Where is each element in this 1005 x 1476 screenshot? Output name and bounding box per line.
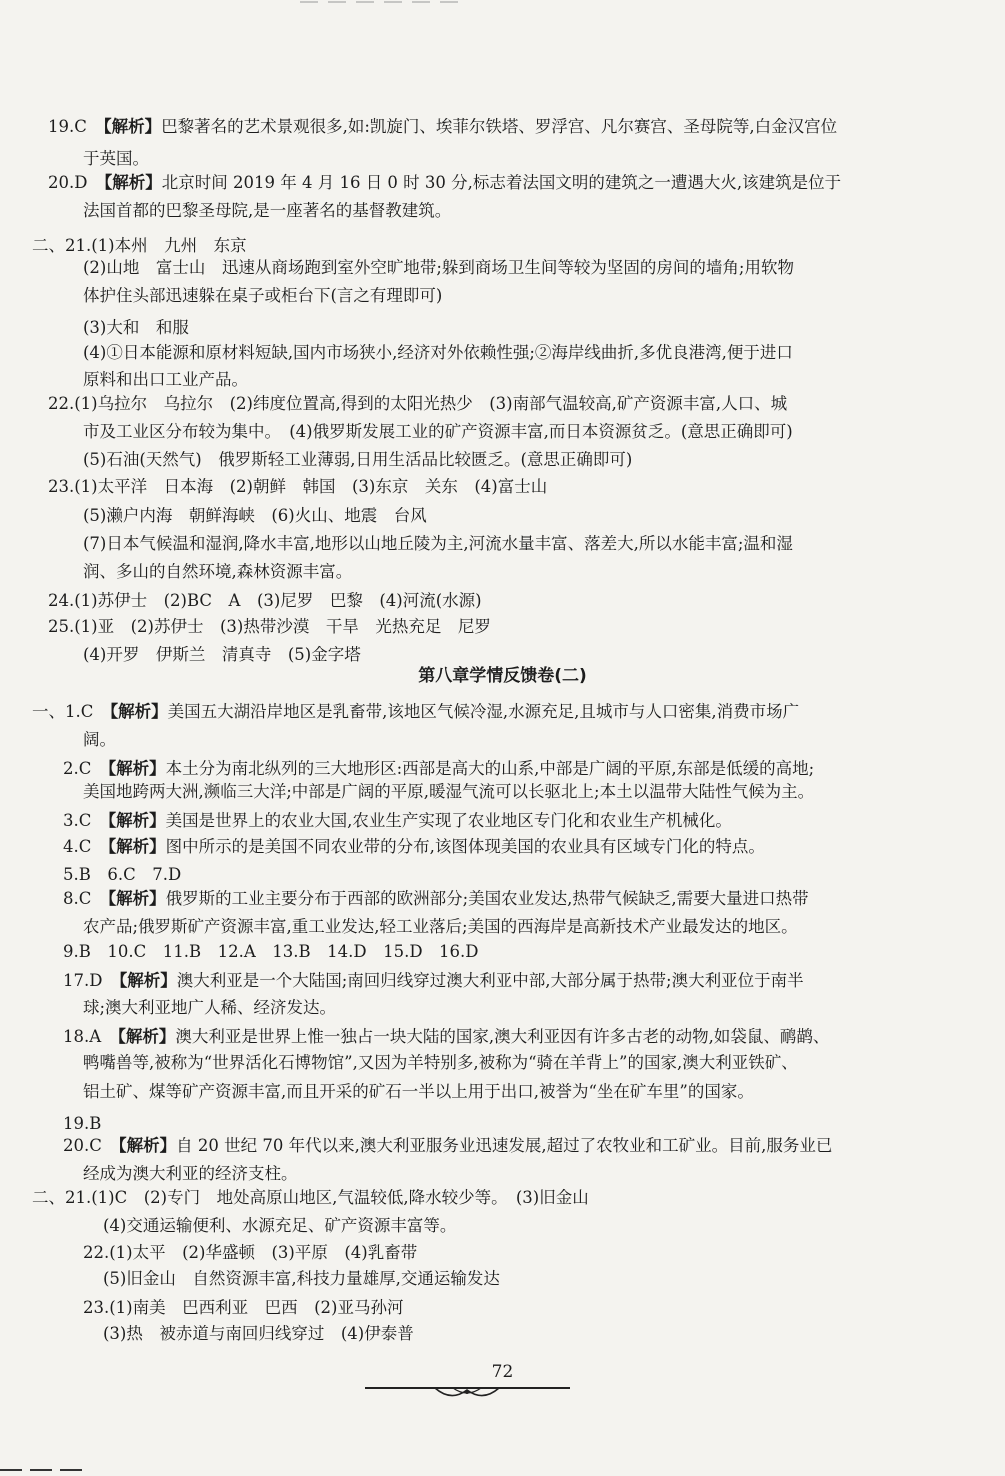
line-text: (5)濑户内海 朝鲜海峡 (6)火山、地震 台风 <box>83 506 427 525</box>
line-text: (5)旧金山 自然资源丰富,科技力量雄厚,交通运输发达 <box>103 1269 500 1288</box>
text-line <box>48 591 482 611</box>
line-text: 美国五大湖沿岸地区是乳畜带,该地区气候冷湿,水源充足,且城市与人口密集,消费市场广 <box>167 702 800 721</box>
text-line <box>83 258 794 278</box>
line-text: 俄罗斯的工业主要分布于西部的欧洲部分;美国农业发达,热带气候缺乏,需要大量进口热带 <box>165 889 809 908</box>
text-line <box>103 1216 456 1236</box>
question-number: 18.A <box>63 1027 118 1046</box>
text-line <box>63 1027 829 1047</box>
text-line <box>83 782 814 802</box>
question-number: 4.C <box>63 837 108 856</box>
analysis-tag: 【解析】 <box>107 811 166 830</box>
question-number: 20.D <box>48 173 104 192</box>
page-ornament <box>365 1380 570 1404</box>
text-line <box>83 1053 798 1073</box>
line-text: 法国首都的巴黎圣母院,是一座著名的基督教建筑。 <box>83 201 452 220</box>
text-line <box>83 1298 404 1318</box>
line-text: 澳大利亚是世界上惟一独占一块大陆的国家,澳大利亚因有许多古老的动物,如袋鼠、鸸鹋、 <box>175 1027 830 1046</box>
text-line <box>83 1243 417 1263</box>
line-text: 23.(1)太平洋 日本海 (2)朝鲜 韩国 (3)东京 关东 (4)富士山 <box>48 477 548 496</box>
text-line <box>63 811 732 831</box>
scan-artifact-bottom <box>0 1464 90 1474</box>
line-text: 二、21.(1)本州 九州 东京 <box>32 236 247 255</box>
line-text: 市及工业区分布较为集中。 (4)俄罗斯发展工业的矿产资源丰富,而日本资源贫乏。(意思正确即可) <box>83 422 793 441</box>
line-text: 澳大利亚是一个大陆国;南回归线穿过澳大利亚中部,大部分属于热带;澳大利亚位于南半 <box>176 971 804 990</box>
line-text: 于英国。 <box>83 149 149 168</box>
line-text: 润、多山的自然环境,森林资源丰富。 <box>83 562 353 581</box>
text-line <box>83 562 352 582</box>
analysis-tag: 【解析】 <box>118 971 177 990</box>
text-line <box>48 477 547 497</box>
analysis-tag: 【解析】 <box>118 1136 177 1155</box>
text-line <box>83 730 116 750</box>
scan-artifact-top <box>300 0 460 6</box>
line-text: (7)日本气候温和湿润,降水丰富,地形以山地丘陵为主,河流水量丰富、落差大,所以水能丰富;温和湿 <box>83 534 793 553</box>
line-text: (4)交通运输便利、水源充足、矿产资源丰富等。 <box>103 1216 457 1235</box>
text-line <box>103 1324 414 1344</box>
analysis-tag: 【解析】 <box>107 837 166 856</box>
line-text: (3)热 被赤道与南回归线穿过 (4)伊泰普 <box>103 1324 414 1343</box>
line-text: (2)山地 富士山 迅速从商场跑到室外空旷地带;躲到商场卫生间等较为坚固的房间的墙角;用软物 <box>83 258 794 277</box>
question-number: 2.C <box>63 759 108 778</box>
page-number: 72 <box>491 1362 514 1382</box>
text-line <box>83 1082 754 1102</box>
text-line <box>83 370 248 390</box>
text-line <box>83 318 189 338</box>
text-line <box>83 534 793 554</box>
question-number: 17.D <box>63 971 119 990</box>
question-number: 19.C <box>48 117 104 136</box>
text-line <box>32 1188 589 1208</box>
line-text: 美国是世界上的农业大国,农业生产实现了农业地区专门化和农业生产机械化。 <box>165 811 732 830</box>
line-text: 原料和出口工业产品。 <box>83 370 248 389</box>
text-line <box>32 236 247 256</box>
text-line <box>63 759 814 779</box>
line-text: 铝土矿、煤等矿产资源丰富,而且开采的矿石一半以上用于出口,被誉为“坐在矿车里”的国家。 <box>83 1082 754 1101</box>
line-text: 农产品;俄罗斯矿产资源丰富,重工业发达,轻工业落后;美国的西海岸是高新技术产业最发达的地区。 <box>83 917 798 936</box>
text-line <box>83 998 336 1018</box>
text-line <box>63 1114 101 1134</box>
line-text: 25.(1)亚 (2)苏伊士 (3)热带沙漠 干旱 光热充足 尼罗 <box>48 617 491 636</box>
text-line <box>83 917 798 937</box>
line-text: 巴黎著名的艺术景观很多,如:凯旋门、埃菲尔铁塔、罗浮宫、凡尔赛宫、圣母院等,白金汉宫位 <box>161 117 838 136</box>
text-line <box>83 450 632 470</box>
text-line <box>103 1269 500 1289</box>
text-line <box>48 394 787 414</box>
analysis-tag: 【解析】 <box>103 117 162 136</box>
line-text: 经成为澳大利亚的经济支柱。 <box>83 1164 298 1183</box>
section-heading: 第八章学情反馈卷(二) <box>418 666 587 686</box>
line-text: 9.B 10.C 11.B 12.A 13.B 14.D 15.D 16.D <box>63 942 479 961</box>
text-line <box>63 942 479 962</box>
text-line <box>32 702 799 722</box>
line-text: 24.(1)苏伊士 (2)BC A (3)尼罗 巴黎 (4)河流(水源) <box>48 591 482 610</box>
line-text: 图中所示的是美国不同农业带的分布,该图体现美国的农业具有区域专门化的特点。 <box>165 837 765 856</box>
question-number: 3.C <box>63 811 108 830</box>
line-text: 19.B <box>63 1114 102 1133</box>
text-line <box>48 117 837 137</box>
question-number: 一、1.C <box>32 702 110 721</box>
text-line <box>63 865 181 885</box>
text-line <box>83 343 793 363</box>
analysis-tag: 【解析】 <box>107 759 166 778</box>
text-line <box>63 1136 832 1156</box>
text-line <box>48 617 491 637</box>
text-line <box>83 201 451 221</box>
line-text: 鸭嘴兽等,被称为“世界活化石博物馆”,又因为羊特别多,被称为“骑在羊背上”的国家,澳大利亚铁矿、 <box>83 1053 798 1072</box>
line-text: 22.(1)太平 (2)华盛顿 (3)平原 (4)乳畜带 <box>83 1243 418 1262</box>
text-line <box>63 971 804 991</box>
analysis-tag: 【解析】 <box>117 1027 176 1046</box>
question-number: 20.C <box>63 1136 119 1155</box>
line-text: 5.B 6.C 7.D <box>63 865 182 884</box>
line-text: 球;澳大利亚地广人稀、经济发达。 <box>83 998 337 1017</box>
line-text: 22.(1)乌拉尔 乌拉尔 (2)纬度位置高,得到的太阳光热少 (3)南部气温较高,矿产资源丰富,人口、城 <box>48 394 788 413</box>
line-text: (3)大和 和服 <box>83 318 189 337</box>
line-text: 二、21.(1)C (2)专门 地处高原山地区,气温较低,降水较少等。 (3)旧金山 <box>32 1188 589 1207</box>
line-text: 美国地跨两大洲,濒临三大洋;中部是广阔的平原,暖湿气流可以长驱北上;本土以温带大陆性气候为主。 <box>83 782 815 801</box>
question-number: 8.C <box>63 889 108 908</box>
analysis-tag: 【解析】 <box>109 702 168 721</box>
line-text: 北京时间 2019 年 4 月 16 日 0 时 30 分,标志着法国文明的建筑之一遭遇大火,该建筑是位于 <box>161 173 842 192</box>
analysis-tag: 【解析】 <box>107 889 166 908</box>
line-text: (5)石油(天然气) 俄罗斯轻工业薄弱,日用生活品比较匮乏。(意思正确即可) <box>83 450 633 469</box>
line-text: 体护住头部迅速躲在桌子或柜台下(言之有理即可) <box>83 286 443 305</box>
line-text: (4)开罗 伊斯兰 清真寺 (5)金字塔 <box>83 645 361 664</box>
text-line <box>83 286 442 306</box>
line-text: 本土分为南北纵列的三大地形区:西部是高大的山系,中部是广阔的平原,东部是低缓的高地; <box>165 759 815 778</box>
text-line <box>83 422 793 442</box>
text-line <box>83 645 361 665</box>
text-line <box>83 506 427 526</box>
line-text: 阔。 <box>83 730 116 749</box>
line-text: 自 20 世纪 70 年代以来,澳大利亚服务业迅速发展,超过了农牧业和工矿业。目前,服务业已 <box>176 1136 833 1155</box>
text-line <box>63 837 765 857</box>
text-line <box>63 889 809 909</box>
line-text: (4)①日本能源和原材料短缺,国内市场狭小,经济对外依赖性强;②海岸线曲折,多优良港湾,便于进口 <box>83 343 793 362</box>
analysis-tag: 【解析】 <box>103 173 162 192</box>
line-text: 23.(1)南美 巴西利亚 巴西 (2)亚马孙河 <box>83 1298 404 1317</box>
text-line <box>83 149 149 169</box>
text-line <box>83 1164 298 1184</box>
text-line <box>48 173 841 193</box>
